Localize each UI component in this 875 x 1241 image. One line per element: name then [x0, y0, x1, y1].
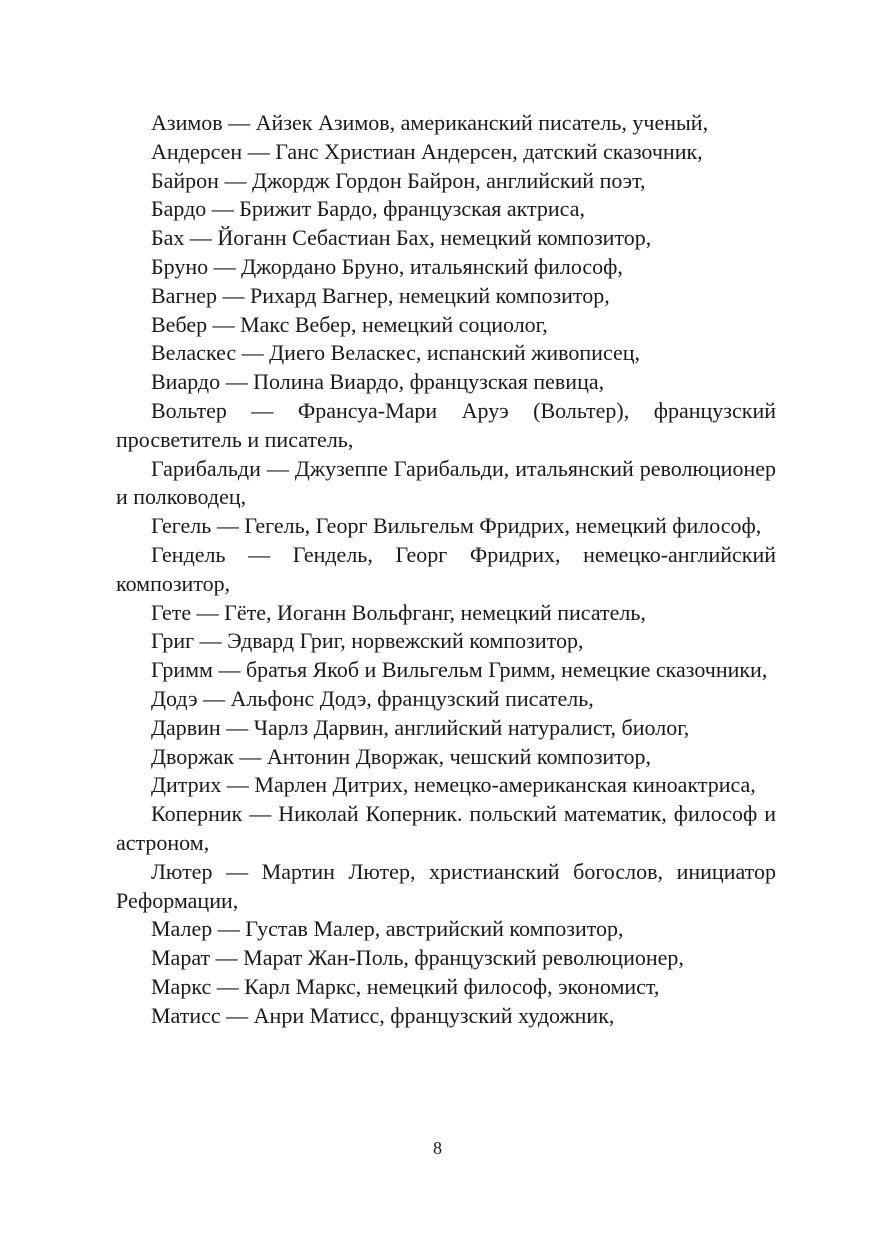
- entry-bruno: Бруно — Джордано Бруно, итальянский философ,: [151, 253, 623, 279]
- entry-copernicus: Коперник — Николай Коперник. польский математик, философ и астроном,: [116, 801, 776, 855]
- entry-bardot: Бардо — Брижит Бардо, французская актриса,: [151, 196, 585, 222]
- entry-bach: Бах — Йоганн Себастиан Бах, немецкий композитор,: [151, 225, 652, 251]
- entry-azimov: Азимов — Айзек Азимов, американский писатель, ученый,: [151, 110, 709, 135]
- entry-grieg: Григ — Эдвард Григ, норвежский композитор,: [151, 628, 584, 654]
- entry-byron: Байрон — Джордж Гордон Байрон, английский поэт,: [151, 167, 646, 193]
- entry-marat: Марат — Марат Жан-Поль, французский революционер,: [151, 945, 684, 971]
- entry-velazquez: Веласкес — Диего Веласкес, испанский живописец,: [151, 340, 641, 366]
- page-number: 8: [433, 1138, 442, 1158]
- entry-hegel: Гегель — Гегель, Георг Вильгельм Фридрих, немецкий философ,: [151, 513, 762, 539]
- entry-viardot: Виардо — Полина Виардо, французская певица,: [151, 369, 605, 395]
- entry-grimm: Гримм — братья Якоб и Вильгельм Гримм, немецкие сказочники,: [151, 657, 768, 683]
- entry-garibaldi: Гарибальди — Джузеппе Гарибальди, итальянский революционер и полководец,: [116, 455, 776, 510]
- entry-matisse: Матисс — Анри Матисс, французский художник,: [151, 1002, 615, 1028]
- entry-voltaire: Вольтер — Франсуа-Мари Аруэ (Вольтер), французский просветитель и писатель,: [116, 397, 776, 452]
- entry-goethe: Гете — Гёте, Иоганн Вольфганг, немецкий писатель,: [151, 599, 646, 625]
- entry-andersen: Андерсен — Ганс Христиан Андерсен, датский сказочник,: [151, 138, 703, 164]
- entry-wagner: Вагнер — Рихард Вагнер, немецкий композитор,: [151, 282, 610, 308]
- entry-marx: Маркс — Карл Маркс, немецкий философ, экономист,: [151, 973, 660, 999]
- entry-mahler: Малер — Густав Малер, австрийский композитор,: [151, 916, 624, 942]
- entry-dvorak: Дворжак — Антонин Дворжак, чешский композитор,: [151, 743, 652, 769]
- entry-dietrich: Дитрих — Марлен Дитрих, немецко-американская киноактриса,: [151, 772, 756, 798]
- entries-list: [116, 109, 776, 1031]
- entry-darwin: Дарвин — Чарлз Дарвин, английский натуралист, биолог,: [151, 714, 690, 740]
- entry-handel: Гендель — Гендель, Георг Фридрих, немецко-английский композитор,: [116, 541, 776, 596]
- entry-weber: Вебер — Макс Вебер, немецкий социолог,: [151, 311, 548, 337]
- entry-daudet: Додэ — Альфонс Додэ, французский писатель,: [151, 685, 594, 711]
- entry-luther: Лютер — Мартин Лютер, христианский богослов, инициатор Реформации,: [116, 858, 776, 913]
